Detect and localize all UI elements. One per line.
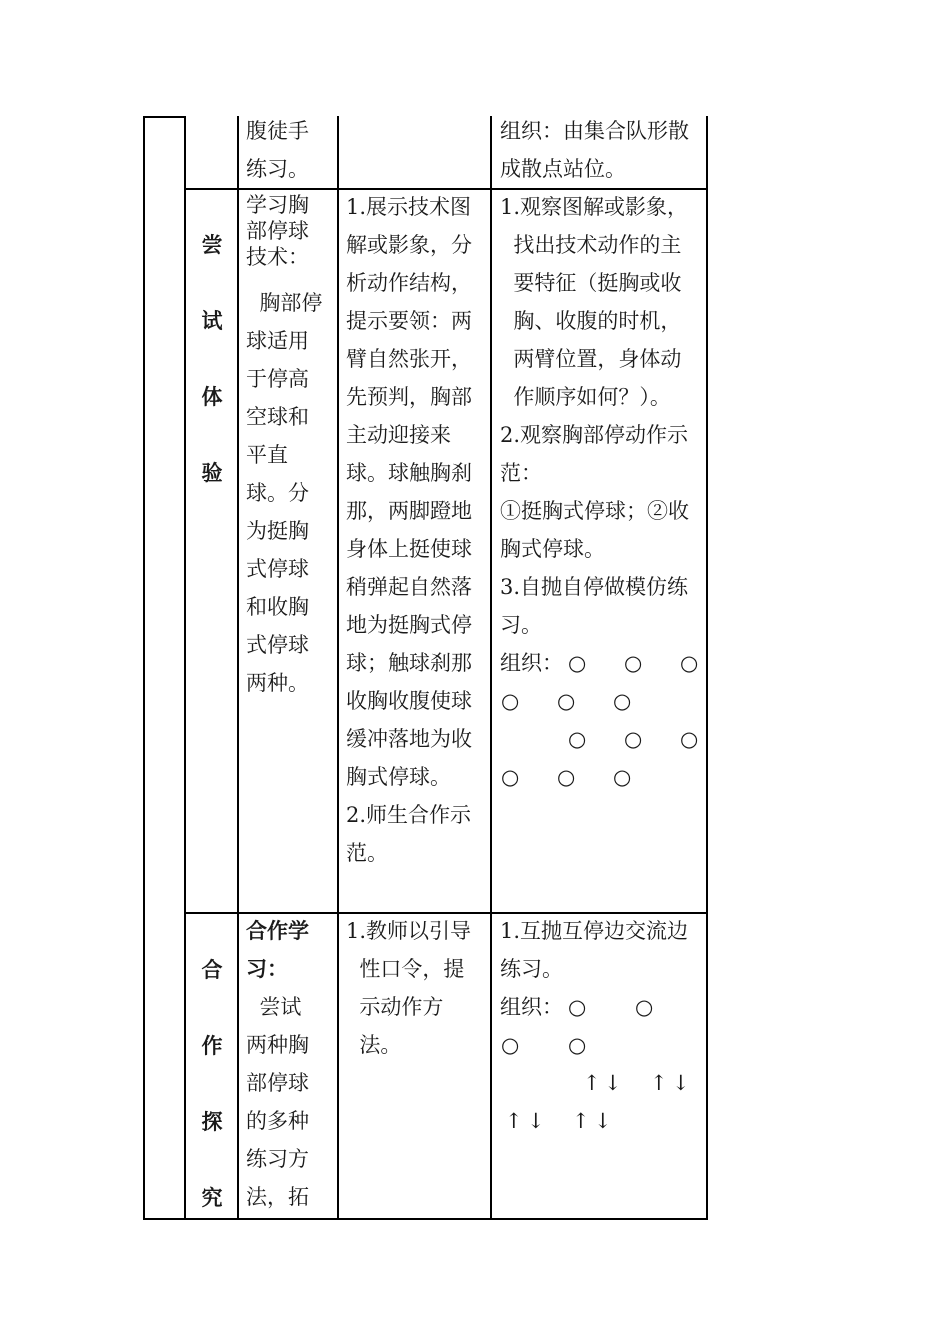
row3-student-cell bbox=[500, 912, 688, 988]
arrow-down-icon: ↓ bbox=[672, 1071, 690, 1095]
row2-student-line: 1.观察图解或影象， bbox=[500, 195, 689, 219]
student-circle-icon: ○ bbox=[635, 995, 654, 1019]
row2-content-line: 式停球 bbox=[246, 557, 309, 581]
arrow-up-icon: ↑ bbox=[505, 1109, 523, 1133]
student-circle-icon: ○ bbox=[501, 689, 520, 713]
row2-student-line: 3.自抛自停做模仿练 bbox=[500, 575, 689, 599]
stage-label-explore: 合 bbox=[201, 957, 223, 982]
row1-student-line: 成散点站位。 bbox=[500, 157, 626, 181]
student-circle-icon: ○ bbox=[568, 1033, 587, 1057]
row1-content-line: 腹徒手 bbox=[246, 119, 309, 143]
row2-teacher-line: 析动作结构， bbox=[346, 271, 472, 295]
table-border-col2 bbox=[237, 116, 239, 1220]
row3-content-cell bbox=[246, 912, 309, 1216]
row3-teacher-line: 示动作方 bbox=[346, 995, 444, 1019]
student-circle-icon: ○ bbox=[568, 727, 587, 751]
row2-content-line: 空球和 bbox=[246, 405, 309, 429]
student-circle-icon: ○ bbox=[624, 651, 643, 675]
row2-teacher-line: 缓冲落地为收 bbox=[346, 727, 472, 751]
row2-teacher-line: 身体上挺使球 bbox=[346, 537, 472, 561]
row2-student-line: 胸式停球。 bbox=[500, 537, 605, 561]
row2-title-line: 部停球 bbox=[246, 219, 309, 243]
stage-label-try: 试 bbox=[201, 308, 223, 333]
row3-content-title-line: 习： bbox=[246, 956, 288, 981]
org-label: 组织： bbox=[500, 995, 563, 1019]
row2-content-line: 球适用 bbox=[246, 329, 309, 353]
student-circle-icon: ○ bbox=[501, 765, 520, 789]
row2-teacher-line: 稍弹起自然落 bbox=[346, 575, 472, 599]
table-border-col1 bbox=[184, 116, 186, 1220]
arrow-up-icon: ↑ bbox=[650, 1071, 668, 1095]
row1-student-cell bbox=[500, 112, 689, 188]
row2-content-title bbox=[246, 192, 309, 270]
row3-teacher-line: 1.教师以引导 bbox=[346, 919, 472, 943]
row3-content-line: 尝试 bbox=[246, 995, 302, 1019]
student-circle-icon: ○ bbox=[501, 1033, 520, 1057]
row3-content-line: 练习方 bbox=[246, 1147, 309, 1171]
row2-student-line: 作顺序如何？）。 bbox=[500, 385, 671, 409]
row2-content-cell bbox=[246, 284, 322, 702]
row2-content-line: 于停高 bbox=[246, 367, 309, 391]
row3-teacher-line: 法。 bbox=[346, 1033, 402, 1057]
arrow-up-icon: ↑ bbox=[583, 1071, 601, 1095]
row2-content-line: 平直 bbox=[246, 443, 288, 467]
stage-label-explore: 作 bbox=[201, 1033, 223, 1058]
row2-student-line: 两臂位置，身体动 bbox=[500, 347, 682, 371]
table-bottom bbox=[143, 1218, 707, 1220]
row3-content-title-line: 合作学 bbox=[246, 918, 309, 943]
row3-student-line: 练习。 bbox=[500, 957, 563, 981]
table-border-col4 bbox=[490, 116, 492, 1220]
row3-teacher-line: 性口令，提 bbox=[346, 957, 465, 981]
row2-teacher-cell bbox=[346, 188, 472, 872]
student-circle-icon: ○ bbox=[680, 651, 699, 675]
row2-teacher-line: 2.师生合作示 bbox=[346, 803, 472, 827]
row2-student-line: 范： bbox=[500, 461, 542, 485]
row2-student-line: 找出技术动作的主 bbox=[500, 233, 682, 257]
student-circle-icon: ○ bbox=[568, 995, 587, 1019]
row2-teacher-line: 胸式停球。 bbox=[346, 765, 451, 789]
stage-label-explore: 究 bbox=[201, 1185, 223, 1210]
stage-label-explore: 探 bbox=[201, 1109, 223, 1134]
student-circle-icon: ○ bbox=[557, 765, 576, 789]
row1-content-line: 练习。 bbox=[246, 157, 309, 181]
student-circle-icon: ○ bbox=[613, 689, 632, 713]
row2-content-line: 式停球 bbox=[246, 633, 309, 657]
org-label: 组织： bbox=[500, 651, 563, 675]
row2-teacher-line: 球；触球刹那 bbox=[346, 651, 472, 675]
student-circle-icon: ○ bbox=[624, 727, 643, 751]
row3-student-line: 1.互抛互停边交流边 bbox=[500, 919, 689, 943]
row2-title-line: 技术： bbox=[246, 245, 309, 269]
stage-label-try: 尝 bbox=[201, 232, 223, 257]
student-circle-icon: ○ bbox=[680, 727, 699, 751]
row2-teacher-line: 先预判，胸部 bbox=[346, 385, 472, 409]
table-border-col3 bbox=[337, 116, 339, 1220]
row1-student-line: 组织：由集合队形散 bbox=[500, 119, 689, 143]
row3-content-line: 部停球 bbox=[246, 1071, 309, 1095]
row2-teacher-line: 球。球触胸刹 bbox=[346, 461, 472, 485]
table-top-short bbox=[143, 116, 186, 118]
row2-content-line: 球。分 bbox=[246, 481, 309, 505]
row2-content-line: 胸部停 bbox=[246, 291, 323, 315]
row2-teacher-line: 臂自然张开， bbox=[346, 347, 472, 371]
row3-content-line: 法，拓 bbox=[246, 1185, 309, 1209]
row2-student-line: ①挺胸式停球；②收 bbox=[500, 499, 689, 523]
row2-student-line: 要特征（挺胸或收 bbox=[500, 271, 682, 295]
arrow-down-icon: ↓ bbox=[594, 1109, 612, 1133]
row2-teacher-line: 解或影象，分 bbox=[346, 233, 472, 257]
table-border-left bbox=[143, 116, 145, 1220]
row2-teacher-line: 地为挺胸式停 bbox=[346, 613, 472, 637]
row2-student-cell bbox=[500, 188, 689, 644]
row2-content-line: 和收胸 bbox=[246, 595, 309, 619]
row1-content-cell bbox=[246, 112, 309, 188]
row2-teacher-line: 收胸收腹使球 bbox=[346, 689, 472, 713]
row2-student-line: 2.观察胸部停动作示 bbox=[500, 423, 689, 447]
arrow-down-icon: ↓ bbox=[527, 1109, 545, 1133]
row3-teacher-cell bbox=[346, 912, 471, 1064]
table-border-right bbox=[706, 116, 708, 1220]
row3-content-line: 的多种 bbox=[246, 1109, 309, 1133]
row2-content-line: 为挺胸 bbox=[246, 519, 309, 543]
student-circle-icon: ○ bbox=[568, 651, 587, 675]
row2-title-line: 学习胸 bbox=[246, 193, 309, 217]
row2-content-line: 两种。 bbox=[246, 671, 309, 695]
row2-student-line: 习。 bbox=[500, 613, 542, 637]
row2-teacher-line: 提示要领：两 bbox=[346, 309, 472, 333]
row2-teacher-line: 1.展示技术图 bbox=[346, 195, 472, 219]
arrow-down-icon: ↓ bbox=[604, 1071, 622, 1095]
row2-student-line: 胸、收腹的时机， bbox=[500, 309, 682, 333]
arrow-up-icon: ↑ bbox=[572, 1109, 590, 1133]
row2-teacher-line: 主动迎接来 bbox=[346, 423, 451, 447]
student-circle-icon: ○ bbox=[613, 765, 632, 789]
stage-label-try: 体 bbox=[201, 384, 223, 409]
row3-content-line: 两种胸 bbox=[246, 1033, 309, 1057]
stage-label-try: 验 bbox=[201, 460, 223, 485]
row2-teacher-line: 那，两脚蹬地 bbox=[346, 499, 472, 523]
student-circle-icon: ○ bbox=[557, 689, 576, 713]
row2-teacher-line: 范。 bbox=[346, 841, 388, 865]
